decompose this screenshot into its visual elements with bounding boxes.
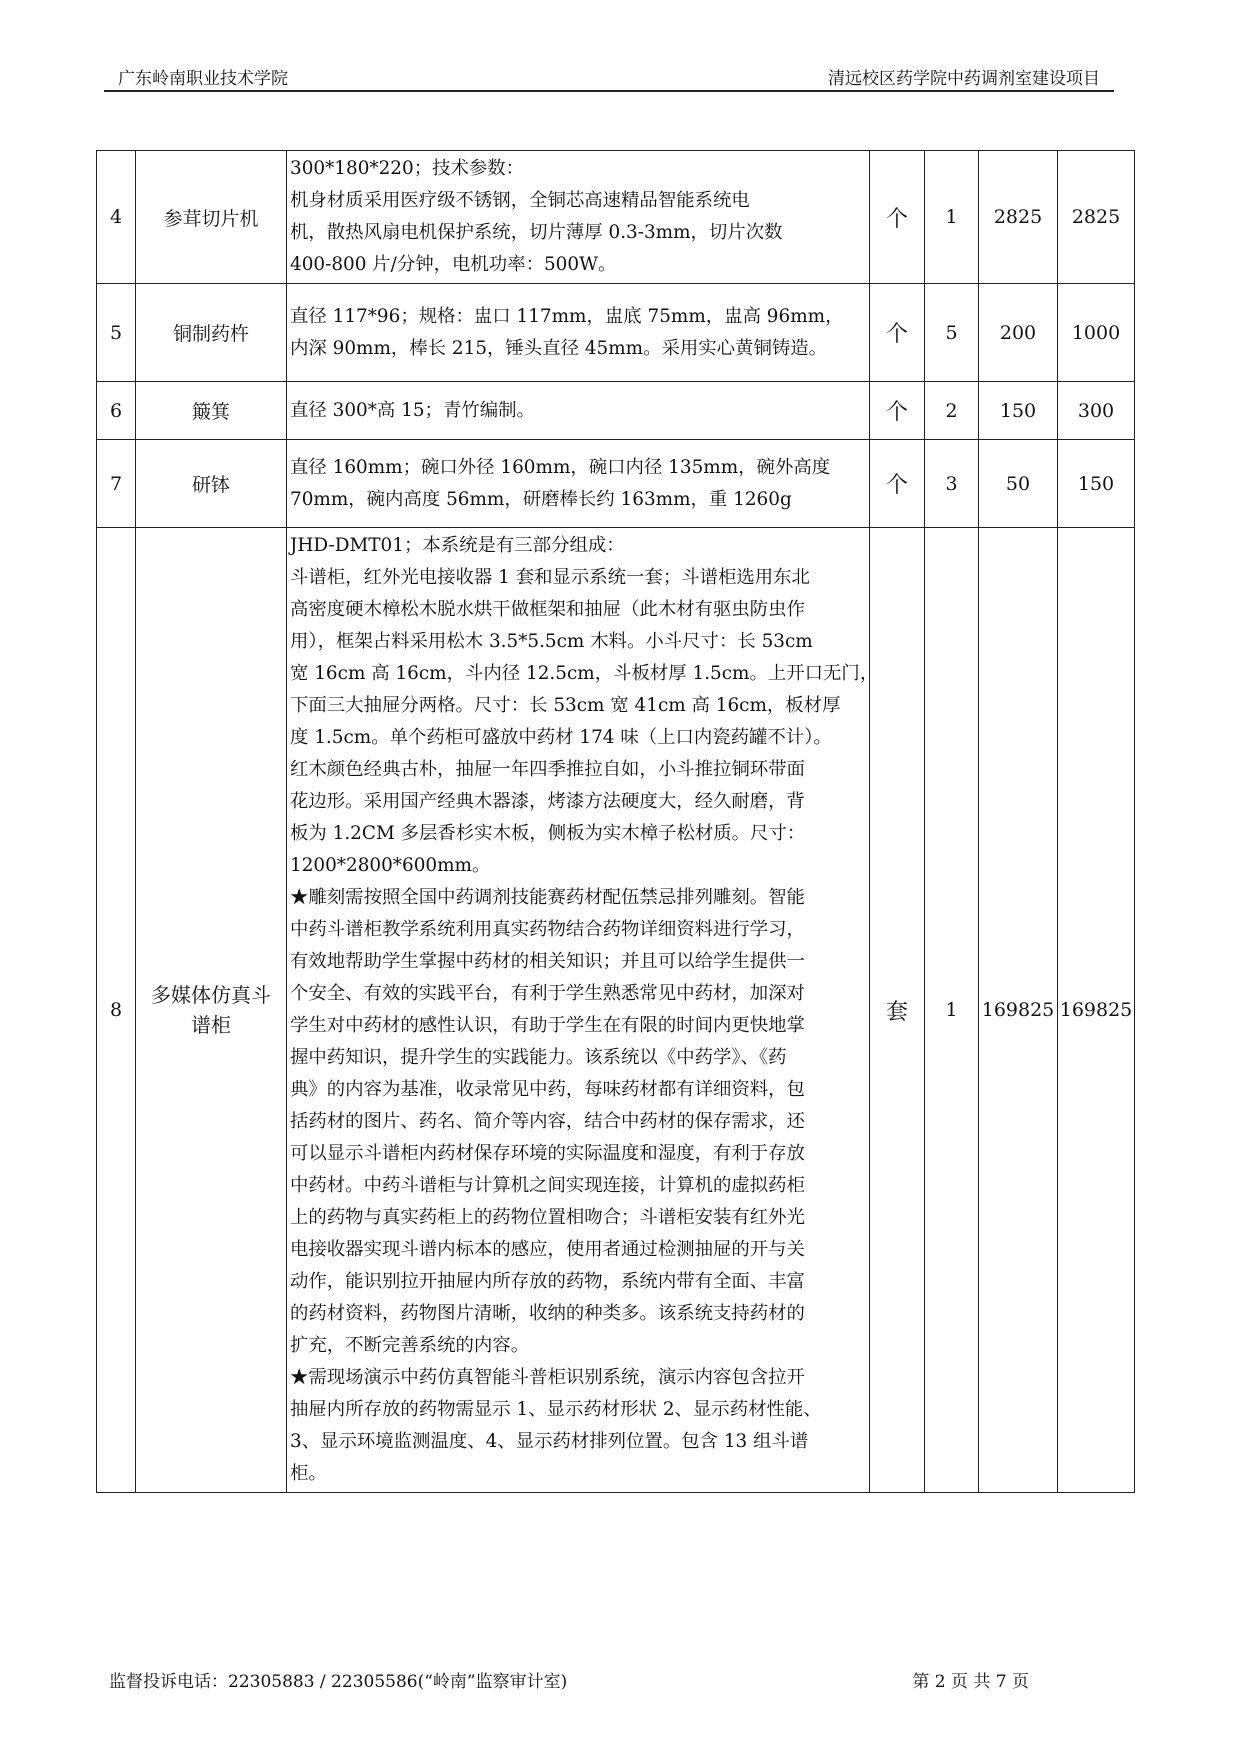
item-specification (287, 284, 870, 382)
item-specification (287, 528, 879, 1493)
spec-line: 用），框架占料采用松木 3.5*5.5cm 木料。小斗尺寸：长 53cm (290, 631, 813, 652)
spec-line: 1200*2800*600mm。 (290, 855, 491, 876)
spec-line: 直径 300*高 15；青竹编制。 (290, 399, 535, 421)
spec-line: 中药材。中药斗谱柜与计算机之间实现连接，计算机的虚拟药柜 (290, 1175, 805, 1196)
page-header (104, 60, 1114, 92)
spec-line: ★需现场演示中药仿真智能斗普柜识别系统，演示内容包含拉开 (290, 1367, 805, 1388)
spec-line: 机，散热风扇电机保护系统，切片薄厚 0.3-3mm，切片次数 (290, 222, 783, 243)
equipment-table (96, 150, 1135, 1493)
row-number: 7 (97, 440, 136, 528)
item-total-price: 150 (1058, 440, 1135, 528)
item-unit-price: 50 (979, 440, 1058, 528)
row-number: 8 (97, 528, 136, 1493)
spec-line: 高密度硬木樟松木脱水烘干做框架和抽屉（此木材有驱虫防虫作 (290, 599, 805, 620)
school-name: 广东岭南职业技术学院 (118, 69, 288, 89)
project-name: 清远校区药学院中药调剂室建设项目 (828, 69, 1100, 89)
item-specification (287, 440, 870, 528)
row-number: 5 (97, 284, 136, 382)
item-total-price: 1000 (1058, 284, 1135, 382)
spec-line: 有效地帮助学生掌握中药材的相关知识；并且可以给学生提供一 (290, 951, 805, 972)
spec-line: 抽屉内所存放的药物需显示 1、显示药材形状 2、显示药材性能、 (290, 1399, 822, 1420)
complaint-hotline: 监督投诉电话：22305883 / 22305586(“岭南”监察审计室) (109, 1672, 568, 1692)
item-quantity: 3 (925, 440, 979, 528)
spec-line: ★雕刻需按照全国中药调剂技能赛药材配伍禁忌排列雕刻。智能 (290, 887, 805, 908)
spec-line: 学生对中药材的感性认识，有助于学生在有限的时间内更快地掌 (290, 1015, 805, 1036)
spec-line: 斗谱柜，红外光电接收器 1 套和显示系统一套；斗谱柜选用东北 (290, 567, 810, 588)
row-number: 4 (97, 151, 136, 284)
spec-line: 红木颜色经典古朴，抽屉一年四季推拉自如，小斗推拉铜环带面 (290, 759, 805, 780)
table-row (97, 440, 1135, 528)
item-unit-price: 169825 (979, 528, 1058, 1493)
item-quantity: 1 (925, 528, 979, 1493)
spec-line: 可以显示斗谱柜内药材保存环境的实际温度和湿度，有利于存放 (290, 1143, 805, 1164)
spec-line: 内深 90mm，棒长 215，锤头直径 45mm。采用实心黄铜铸造。 (290, 337, 828, 359)
spec-line: 个安全、有效的实践平台，有利于学生熟悉常见中药材，加深对 (290, 983, 805, 1004)
spec-line: 典》的内容为基准，收录常见中药，每味药材都有详细资料，包 (290, 1079, 805, 1100)
item-quantity: 5 (925, 284, 979, 382)
spec-line: 括药材的图片、药名、简介等内容，结合中药材的保存需求，还 (290, 1111, 805, 1132)
spec-line: 下面三大抽屉分两格。尺寸：长 53cm 宽 41cm 高 16cm，板材厚 (290, 695, 841, 716)
table-row (97, 151, 1135, 284)
item-unit-price: 2825 (979, 151, 1058, 284)
item-unit-price: 200 (979, 284, 1058, 382)
spec-line: 电接收器实现斗谱内标本的感应，使用者通过检测抽屉的开与关 (290, 1239, 805, 1260)
spec-line: 3、显示环境监测温度、4、显示药材排列位置。包含 13 组斗谱 (290, 1431, 809, 1452)
spec-line: 直径 117*96；规格：盅口 117mm，盅底 75mm，盅高 96mm， (290, 305, 844, 327)
item-total-price: 2825 (1058, 151, 1135, 284)
item-unit: 个 (870, 151, 925, 284)
spec-line: 400-800 片/分钟，电机功率：500W。 (290, 254, 617, 275)
item-unit: 个 (870, 440, 925, 528)
spec-line: 柜。 (290, 1463, 327, 1484)
spec-line: 握中药知识，提升学生的实践能力。该系统以《中药学》、《药 (290, 1047, 787, 1068)
row-number: 6 (97, 382, 136, 440)
spec-line: 板为 1.2CM 多层香杉实木板，侧板为实木樟子松材质。尺寸： (290, 823, 806, 844)
spec-line: 的药材资料，药物图片清晰，收纳的种类多。该系统支持药材的 (290, 1303, 805, 1324)
item-name: 研钵 (136, 440, 287, 528)
item-total-price: 300 (1058, 382, 1135, 440)
item-name: 多媒体仿真斗谱柜 (136, 528, 287, 1493)
item-unit: 个 (870, 284, 925, 382)
table-row (97, 382, 1135, 440)
spec-line: 300*180*220；技术参数： (290, 158, 525, 179)
item-unit-price: 150 (979, 382, 1058, 440)
item-specification (287, 151, 870, 284)
item-name: 铜制药杵 (136, 284, 287, 382)
spec-line: 直径 160mm；碗口外径 160mm，碗口内径 135mm，碗外高度 (290, 456, 831, 478)
table-row (97, 284, 1135, 382)
spec-line: 宽 16cm 高 16cm，斗内径 12.5cm，斗板材厚 1.5cm。上开口无门， (290, 663, 879, 684)
table-row (97, 528, 1135, 1493)
spec-line: JHD-DMT01；本系统是有三部分组成： (290, 535, 625, 556)
spec-line: 70mm，碗内高度 56mm，研磨棒长约 163mm，重 1260g (290, 488, 792, 510)
item-quantity: 1 (925, 151, 979, 284)
item-total-price: 169825 (1058, 528, 1135, 1493)
item-specification (287, 382, 870, 440)
item-quantity: 2 (925, 382, 979, 440)
item-unit: 个 (870, 382, 925, 440)
spec-line: 度 1.5cm。单个药柜可盛放中药材 174 味（上口内瓷药罐不计）。 (290, 727, 832, 748)
page-number: 第 2 页 共 7 页 (912, 1672, 1029, 1692)
spec-line: 中药斗谱柜教学系统利用真实药物结合药物详细资料进行学习， (290, 919, 805, 940)
spec-line: 花边形。采用国产经典木器漆，烤漆方法硬度大，经久耐磨，背 (290, 791, 805, 812)
item-name: 簸箕 (136, 382, 287, 440)
spec-line: 上的药物与真实药柜上的药物位置相吻合；斗谱柜安装有红外光 (290, 1207, 805, 1228)
spec-line: 机身材质采用医疗级不锈钢，全铜芯高速精品智能系统电 (290, 190, 750, 211)
item-name: 参茸切片机 (136, 151, 287, 284)
item-unit: 套 (870, 528, 925, 1493)
spec-line: 动作，能识别拉开抽屉内所存放的药物，系统内带有全面、丰富 (290, 1271, 805, 1292)
spec-line: 扩充，不断完善系统的内容。 (290, 1335, 530, 1356)
